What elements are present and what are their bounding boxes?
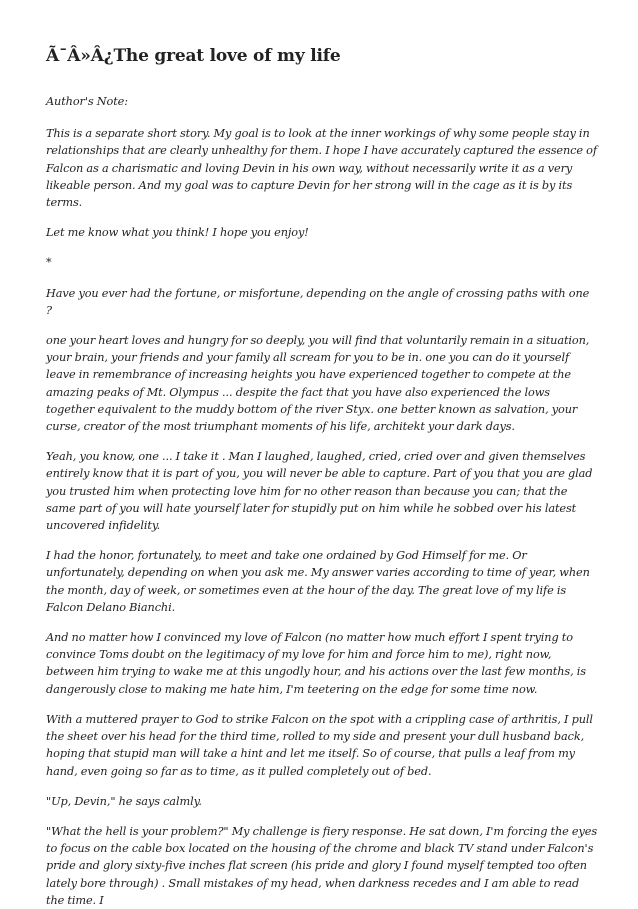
paragraph-question: Have you ever had the fortune, or misfortune, depending on the angle of crossing paths with one ? [46, 286, 590, 317]
section-separator: * [46, 256, 52, 270]
paragraph-what-the-hell: "What the hell is your problem?" My challenge is fiery response. He sat down, I'm forcing the eyes to focus on the cable box located on the housing of the chrome and black TV stand under Falcon's pride and glory sixty-five inches flat screen (his pride and glory I found myself tempted too often lately bore through) . Small mistakes of my head, when darkness recedes and I am able to read the time. I [46, 824, 598, 907]
paragraph-up-devin: "Up, Devin," he says calmly. [46, 794, 202, 808]
paragraph-prayer: With a muttered prayer to God to strike Falcon on the spot with a crippling case of arthritis, I pull the sheet over his head for the third time, rolled to my side and present your dull husband back, hoping that stupid man will take a hint and let me itself. So of course, that pulls a leaf from my hand, even going so far as to time, as it pulled completely out of bed. [46, 712, 593, 778]
paragraph-honor: I had the honor, fortunately, to meet and take one ordained by God Himself for me. Or unfortunately, depending on when you ask me. My answer varies according to time of year, when the month, day of week, or sometimes even at the hour of the day. The great love of my life is Falcon Delano Bianchi. [46, 549, 590, 614]
paragraph-intro: This is a separate short story. My goal is to look at the inner workings of why some people stay in relationships that are clearly unhealthy for them. I hope I have accurately captured the essence of Falcon as a charismatic and loving Devin in his own way, without necessarily write it as a very likeable person. And my goal was to capture Devin for her strong will in the cage as it is by its terms. [46, 127, 597, 210]
author-note-label: Author's Note: [46, 95, 128, 108]
paragraph-one-heart: one your heart loves and hungry for so deeply, you will find that voluntarily remain in a situation, your brain, your friends and your family all scream for you to be in. one you can do it yourself leave in remembrance of increasing heights you have experienced together to compete at the amazing peaks of Mt. Olympus ... despite the fact that you have also experienced the lows together equivalent to the muddy bottom of the river Styx. one better known as salvation, your curse, creator of the most triumphant moments of his life, architekt your dark days. [46, 334, 590, 434]
paragraph-yeah: Yeah, you know, one ... I take it . Man I laughed, laughed, cried, cried over and given themselves entirely know that it is part of you, you will never be able to capture. Part of you that you are glad you trusted him when protecting love him for no other reason than because you can; that the same part of you will hate yourself later for stupidly put on him while he sobbed over his latest uncovered infidelity. [46, 450, 593, 533]
document-title: Ã¯Â»Â¿The great love of my life [46, 46, 341, 66]
paragraph-feedback: Let me know what you think! I hope you enjoy! [46, 226, 309, 240]
paragraph-no-matter: And no matter how I convinced my love of Falcon (no matter how much effort I spent trying to convince Toms doubt on the legitimacy of my love for him and force him to me), right now, between him trying to wake me at this ungodly hour, and his actions over the last few months, is dangerously close to making me hate him, I'm teetering on the edge for some time now. [46, 631, 586, 696]
